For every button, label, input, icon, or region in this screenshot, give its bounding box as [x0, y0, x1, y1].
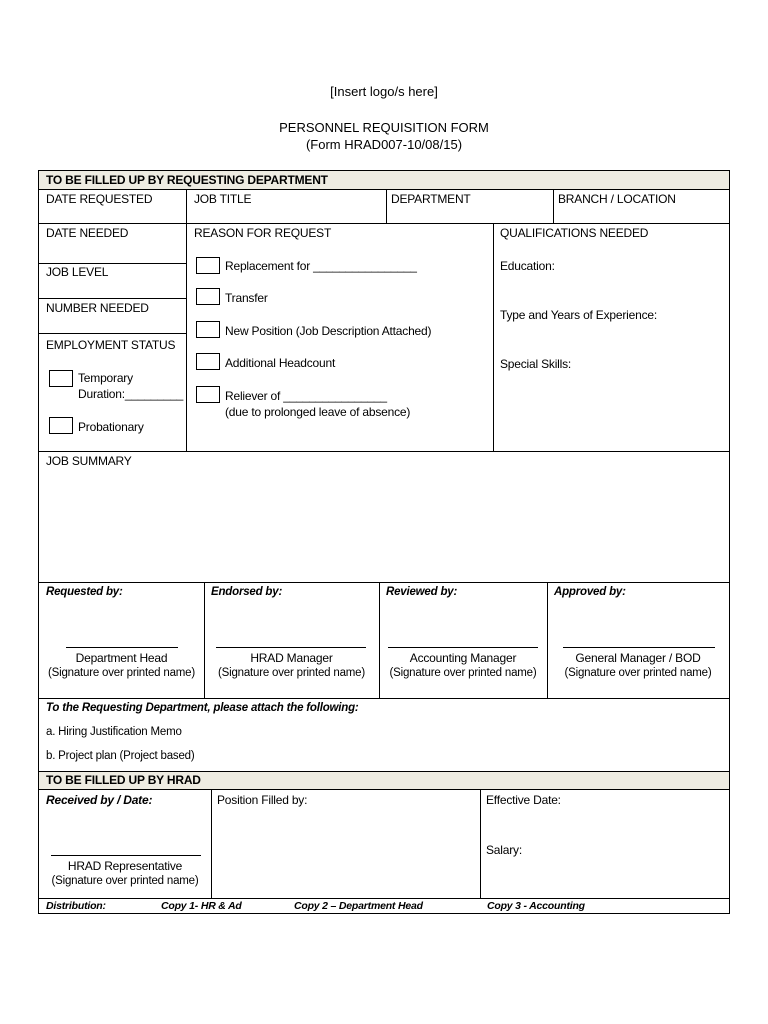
duration-label: Duration:_________ [78, 387, 184, 401]
date-requested-label: DATE REQUESTED [46, 192, 153, 206]
general-manager-title: General Manager / BOD [575, 651, 701, 665]
distribution-copy-1: Copy 1- HR & Ad [161, 900, 242, 912]
logo-placeholder: [Insert logo/s here] [330, 84, 438, 99]
experience-label: Type and Years of Experience: [500, 308, 657, 322]
reliever-checkbox[interactable] [196, 386, 220, 403]
temporary-label: Temporary [78, 371, 133, 385]
signature-note-3: (Signature over printed name) [389, 667, 537, 679]
additional-headcount-label: Additional Headcount [225, 356, 336, 370]
number-needed-label: NUMBER NEEDED [46, 301, 149, 315]
hrad-manager-title: HRAD Manager [250, 651, 333, 665]
new-position-checkbox[interactable] [196, 321, 220, 338]
received-by-label: Received by / Date: [46, 793, 153, 807]
hrad-representative-title: HRAD Representative [67, 859, 183, 873]
reliever-note: (due to prolonged leave of absence) [225, 405, 411, 419]
form-code: (Form HRAD007-10/08/15) [305, 137, 463, 152]
signature-note-1: (Signature over printed name) [48, 667, 195, 679]
requisition-form [38, 170, 730, 914]
special-skills-label: Special Skills: [500, 357, 572, 371]
department-head-title: Department Head [75, 651, 168, 665]
probationary-checkbox[interactable] [49, 417, 73, 434]
approved-by-label: Approved by: [554, 586, 626, 598]
hrad-banner: TO BE FILLED UP BY HRAD [46, 773, 201, 787]
job-level-label: JOB LEVEL [46, 265, 109, 279]
attachment-instruction: To the Requesting Department, please attach the following: [46, 702, 359, 714]
education-label: Education: [500, 259, 555, 273]
endorsed-by-label: Endorsed by: [211, 586, 283, 598]
signature-note-2: (Signature over printed name) [218, 667, 365, 679]
salary-label: Salary: [486, 843, 522, 857]
replacement-label: Replacement for ________________ [225, 259, 417, 273]
position-filled-label: Position Filled by: [217, 793, 308, 807]
reliever-label: Reliever of ________________ [225, 389, 387, 403]
distribution-label: Distribution: [46, 900, 106, 912]
temporary-checkbox[interactable] [49, 370, 73, 387]
attachment-item-a: a. Hiring Justification Memo [46, 726, 182, 738]
job-summary-label: JOB SUMMARY [46, 454, 132, 468]
new-position-label: New Position (Job Description Attached) [225, 324, 432, 338]
hrad-signature-note: (Signature over printed name) [51, 875, 199, 887]
transfer-label: Transfer [225, 291, 268, 305]
department-label: DEPARTMENT [391, 192, 471, 206]
effective-date-label: Effective Date: [486, 793, 561, 807]
accounting-manager-title: Accounting Manager [409, 651, 517, 665]
requesting-banner: TO BE FILLED UP BY REQUESTING DEPARTMENT [46, 173, 328, 187]
requested-by-label: Requested by: [46, 586, 123, 598]
reason-for-request-label: REASON FOR REQUEST [194, 226, 332, 240]
additional-headcount-checkbox[interactable] [196, 353, 220, 370]
form-title [0, 119, 768, 153]
replacement-checkbox[interactable] [196, 257, 220, 274]
transfer-checkbox[interactable] [196, 288, 220, 305]
job-title-label: JOB TITLE [194, 192, 252, 206]
date-needed-label: DATE NEEDED [46, 226, 129, 240]
distribution-copy-3: Copy 3 - Accounting [487, 900, 585, 912]
form-title-text: PERSONNEL REQUISITION FORM [279, 120, 489, 135]
probationary-label: Probationary [78, 420, 144, 434]
employment-status-label: EMPLOYMENT STATUS [46, 338, 176, 352]
branch-location-label: BRANCH / LOCATION [558, 192, 676, 206]
qualifications-needed-label: QUALIFICATIONS NEEDED [500, 226, 649, 240]
distribution-copy-2: Copy 2 – Department Head [294, 900, 423, 912]
attachment-item-b: b. Project plan (Project based) [46, 750, 195, 762]
signature-note-4: (Signature over printed name) [564, 667, 712, 679]
reviewed-by-label: Reviewed by: [386, 586, 458, 598]
